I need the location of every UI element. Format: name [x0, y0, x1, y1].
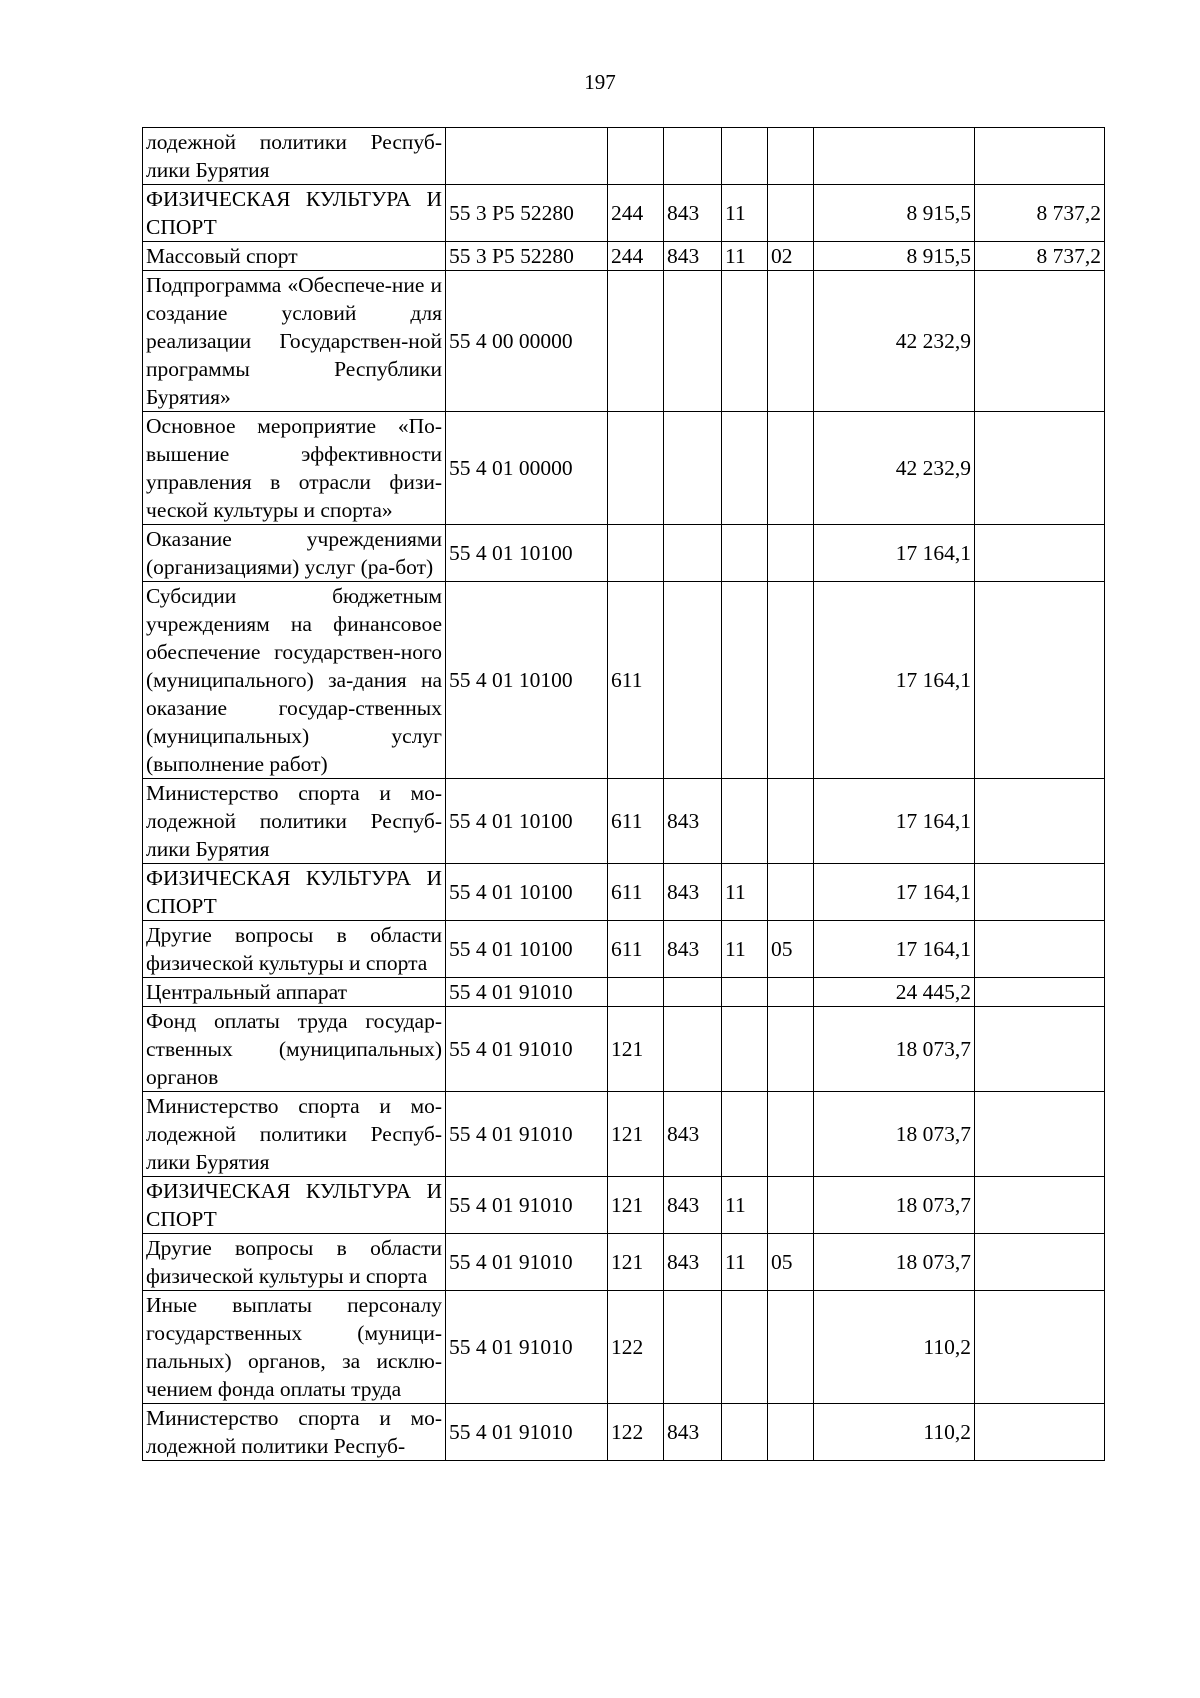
- row-csr: 55 4 01 10100: [446, 525, 608, 582]
- row-pr: [768, 525, 814, 582]
- row-sum-1: 17 164,1: [814, 582, 975, 779]
- row-sum-2: [975, 1177, 1105, 1234]
- row-csr: 55 3 P5 52280: [446, 185, 608, 242]
- row-sum-2: [975, 525, 1105, 582]
- row-csr: 55 4 01 91010: [446, 1007, 608, 1092]
- row-vr: 122: [608, 1291, 664, 1404]
- row-grbs: [664, 128, 722, 185]
- row-pr: [768, 412, 814, 525]
- table-row: [143, 525, 1105, 582]
- row-pr: [768, 128, 814, 185]
- row-csr: 55 4 01 91010: [446, 1092, 608, 1177]
- table-row: [143, 921, 1105, 978]
- row-pr: [768, 978, 814, 1007]
- row-csr: 55 4 01 10100: [446, 921, 608, 978]
- row-name: Иные выплаты персоналу государственных (муници-пальных) органов, за исклю-чением фонда оплаты труда: [143, 1291, 446, 1404]
- row-sum-1: 17 164,1: [814, 779, 975, 864]
- row-rz: [722, 582, 768, 779]
- row-sum-2: [975, 412, 1105, 525]
- row-grbs: 843: [664, 864, 722, 921]
- row-pr: [768, 1291, 814, 1404]
- page-number: 197: [584, 70, 616, 94]
- row-rz: [722, 1291, 768, 1404]
- row-rz: 11: [722, 1177, 768, 1234]
- row-name: Министерство спорта и мо-лодежной политики Респуб-: [143, 1404, 446, 1461]
- row-name: лодежной политики Респуб-лики Бурятия: [143, 128, 446, 185]
- row-sum-2: [975, 1234, 1105, 1291]
- table-row: [143, 1404, 1105, 1461]
- row-grbs: 843: [664, 1092, 722, 1177]
- row-rz: [722, 779, 768, 864]
- table-row: [143, 1177, 1105, 1234]
- row-sum-2: [975, 1404, 1105, 1461]
- row-vr: 611: [608, 864, 664, 921]
- row-csr: 55 4 01 91010: [446, 978, 608, 1007]
- row-pr: [768, 1007, 814, 1092]
- row-name: Центральный аппарат: [143, 978, 446, 1007]
- row-name: Министерство спорта и мо-лодежной политики Респуб-лики Бурятия: [143, 1092, 446, 1177]
- row-pr: [768, 271, 814, 412]
- row-rz: [722, 128, 768, 185]
- row-pr: [768, 582, 814, 779]
- row-vr: 611: [608, 582, 664, 779]
- row-rz: [722, 978, 768, 1007]
- row-sum-2: [975, 1092, 1105, 1177]
- row-vr: 121: [608, 1007, 664, 1092]
- table-row: [143, 185, 1105, 242]
- row-vr: [608, 978, 664, 1007]
- row-rz: [722, 412, 768, 525]
- row-rz: [722, 525, 768, 582]
- table-body: [143, 128, 1105, 1461]
- row-sum-1: 24 445,2: [814, 978, 975, 1007]
- row-sum-2: [975, 864, 1105, 921]
- row-grbs: [664, 1291, 722, 1404]
- row-sum-1: 110,2: [814, 1404, 975, 1461]
- row-rz: 11: [722, 185, 768, 242]
- row-sum-1: 17 164,1: [814, 864, 975, 921]
- row-name: ФИЗИЧЕСКАЯ КУЛЬТУРА И СПОРТ: [143, 864, 446, 921]
- row-grbs: [664, 412, 722, 525]
- row-csr: 55 3 P5 52280: [446, 242, 608, 271]
- table-row: [143, 271, 1105, 412]
- row-sum-2: [975, 1007, 1105, 1092]
- row-rz: [722, 1007, 768, 1092]
- row-name: Подпрограмма «Обеспече-ние и создание условий для реализации Государствен-ной программы Республики Бурятия»: [143, 271, 446, 412]
- table-row: [143, 242, 1105, 271]
- row-pr: [768, 779, 814, 864]
- row-vr: 244: [608, 185, 664, 242]
- row-sum-2: [975, 271, 1105, 412]
- row-rz: [722, 1404, 768, 1461]
- row-rz: 11: [722, 1234, 768, 1291]
- row-vr: [608, 271, 664, 412]
- row-csr: 55 4 01 91010: [446, 1404, 608, 1461]
- row-pr: [768, 864, 814, 921]
- row-pr: [768, 185, 814, 242]
- row-grbs: 843: [664, 1177, 722, 1234]
- row-grbs: [664, 525, 722, 582]
- row-rz: 11: [722, 242, 768, 271]
- row-pr: [768, 1177, 814, 1234]
- row-sum-2: [975, 921, 1105, 978]
- row-grbs: 843: [664, 1404, 722, 1461]
- row-vr: 244: [608, 242, 664, 271]
- table-row: [143, 978, 1105, 1007]
- row-name: ФИЗИЧЕСКАЯ КУЛЬТУРА И СПОРТ: [143, 185, 446, 242]
- budget-table: [142, 127, 1105, 1461]
- row-grbs: [664, 582, 722, 779]
- row-name: Другие вопросы в области физической культуры и спорта: [143, 921, 446, 978]
- table-row: [143, 1291, 1105, 1404]
- table-row: [143, 864, 1105, 921]
- row-rz: 11: [722, 864, 768, 921]
- row-csr: 55 4 01 91010: [446, 1177, 608, 1234]
- row-csr: 55 4 01 10100: [446, 864, 608, 921]
- row-name: Массовый спорт: [143, 242, 446, 271]
- row-name: Министерство спорта и мо-лодежной политики Респуб-лики Бурятия: [143, 779, 446, 864]
- row-grbs: 843: [664, 1234, 722, 1291]
- row-sum-2: [975, 582, 1105, 779]
- row-csr: 55 4 00 00000: [446, 271, 608, 412]
- row-sum-1: 17 164,1: [814, 921, 975, 978]
- table-row: [143, 1234, 1105, 1291]
- row-sum-1: 110,2: [814, 1291, 975, 1404]
- row-vr: 121: [608, 1092, 664, 1177]
- row-pr: [768, 1404, 814, 1461]
- row-grbs: 843: [664, 921, 722, 978]
- row-vr: [608, 128, 664, 185]
- row-csr: 55 4 01 10100: [446, 779, 608, 864]
- row-sum-1: 8 915,5: [814, 242, 975, 271]
- table-row: [143, 582, 1105, 779]
- row-name: Основное мероприятие «По-вышение эффективности управления в отрасли физи-ческой культуры и спорта»: [143, 412, 446, 525]
- row-sum-1: 18 073,7: [814, 1177, 975, 1234]
- row-name: ФИЗИЧЕСКАЯ КУЛЬТУРА И СПОРТ: [143, 1177, 446, 1234]
- row-vr: [608, 525, 664, 582]
- row-sum-1: 18 073,7: [814, 1092, 975, 1177]
- row-name: Оказание учреждениями (организациями) услуг (ра-бот): [143, 525, 446, 582]
- row-grbs: 843: [664, 242, 722, 271]
- row-csr: [446, 128, 608, 185]
- row-csr: 55 4 01 91010: [446, 1291, 608, 1404]
- row-vr: 611: [608, 921, 664, 978]
- row-sum-2: [975, 128, 1105, 185]
- row-vr: 122: [608, 1404, 664, 1461]
- row-grbs: 843: [664, 185, 722, 242]
- row-sum-2: [975, 1291, 1105, 1404]
- row-sum-1: 42 232,9: [814, 271, 975, 412]
- row-vr: 611: [608, 779, 664, 864]
- row-vr: 121: [608, 1234, 664, 1291]
- table-row: [143, 1007, 1105, 1092]
- row-sum-1: [814, 128, 975, 185]
- row-pr: 05: [768, 1234, 814, 1291]
- row-csr: 55 4 01 10100: [446, 582, 608, 779]
- row-name: Субсидии бюджетным учреждениям на финансовое обеспечение государствен-ного (муниципального) за-дания на оказание государ-ственных (муниципальных) услуг (выполнение работ): [143, 582, 446, 779]
- table-row: [143, 412, 1105, 525]
- row-rz: 11: [722, 921, 768, 978]
- row-pr: [768, 1092, 814, 1177]
- row-grbs: [664, 1007, 722, 1092]
- row-rz: [722, 271, 768, 412]
- row-sum-2: [975, 978, 1105, 1007]
- table-row: [143, 1092, 1105, 1177]
- row-rz: [722, 1092, 768, 1177]
- row-csr: 55 4 01 00000: [446, 412, 608, 525]
- row-sum-2: 8 737,2: [975, 242, 1105, 271]
- row-grbs: 843: [664, 779, 722, 864]
- table-row: [143, 779, 1105, 864]
- row-pr: 02: [768, 242, 814, 271]
- row-sum-1: 8 915,5: [814, 185, 975, 242]
- row-vr: [608, 412, 664, 525]
- row-name: Фонд оплаты труда государ-ственных (муниципальных) органов: [143, 1007, 446, 1092]
- row-sum-1: 18 073,7: [814, 1007, 975, 1092]
- row-sum-1: 42 232,9: [814, 412, 975, 525]
- row-pr: 05: [768, 921, 814, 978]
- table-row: [143, 128, 1105, 185]
- row-sum-1: 17 164,1: [814, 525, 975, 582]
- row-sum-1: 18 073,7: [814, 1234, 975, 1291]
- row-vr: 121: [608, 1177, 664, 1234]
- row-sum-2: 8 737,2: [975, 185, 1105, 242]
- row-name: Другие вопросы в области физической культуры и спорта: [143, 1234, 446, 1291]
- row-sum-2: [975, 779, 1105, 864]
- row-grbs: [664, 978, 722, 1007]
- row-grbs: [664, 271, 722, 412]
- row-csr: 55 4 01 91010: [446, 1234, 608, 1291]
